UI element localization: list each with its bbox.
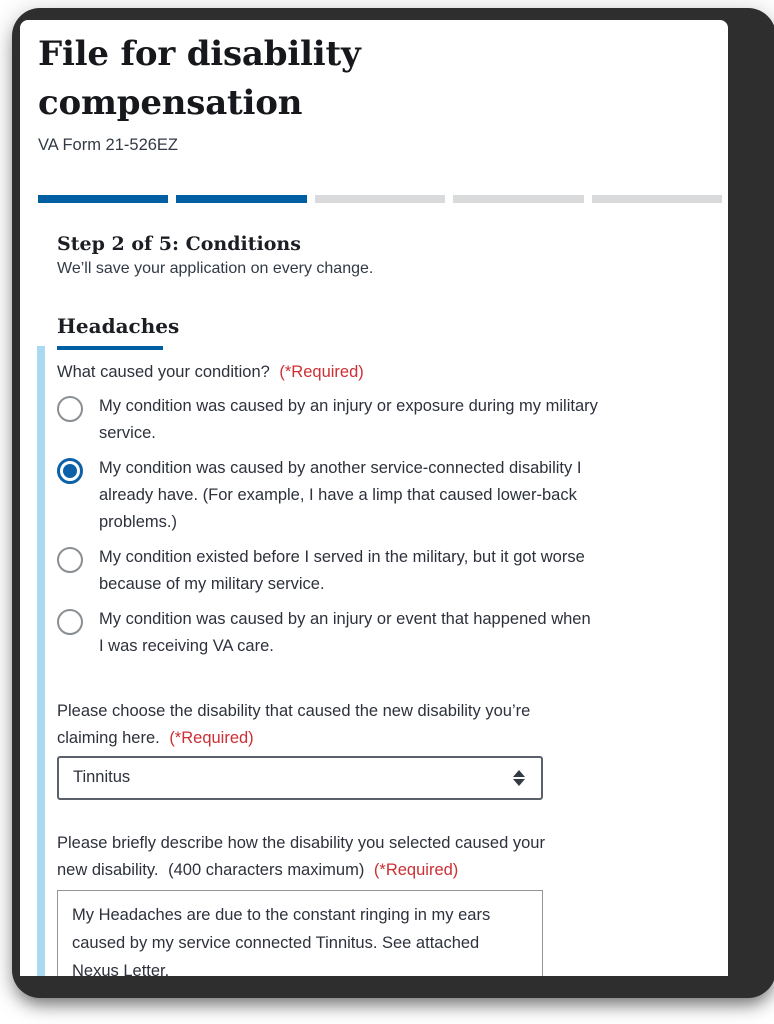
disability-select[interactable] — [57, 756, 543, 800]
disability-select-label — [57, 698, 557, 752]
radio-option-2[interactable] — [57, 455, 728, 536]
condition-group — [37, 346, 728, 976]
description-label — [57, 830, 557, 884]
description-textarea[interactable] — [57, 890, 543, 976]
heading-underline — [57, 346, 163, 350]
progress-segment-4 — [453, 195, 583, 203]
step-heading: Step 2 of 5: Conditions — [57, 232, 301, 255]
form-page — [20, 20, 728, 976]
disability-select-text: Please choose the disability that caused the new disability you’re claiming here. — [57, 701, 531, 747]
cause-question-label — [57, 359, 557, 386]
radio-label[interactable]: My condition existed before I served in the military, but it got worse because of my military service. — [99, 547, 585, 593]
cause-options — [57, 393, 728, 660]
window-frame — [12, 8, 774, 998]
progress-bar — [38, 195, 722, 203]
radio-circle[interactable] — [57, 458, 83, 484]
page-title: File for disability compensation — [38, 34, 361, 123]
select-value: Tinnitus — [73, 768, 131, 787]
cause-question-text: What caused your condition? — [57, 362, 270, 381]
autosave-note: We’ll save your application on every change. — [57, 259, 374, 277]
radio-option-1[interactable] — [57, 393, 728, 447]
description-label-text: Please briefly describe how the disability you selected caused your new disability. — [57, 833, 545, 879]
radio-circle[interactable] — [57, 396, 83, 422]
radio-option-4[interactable] — [57, 606, 728, 660]
required-badge: (*Required) — [279, 362, 364, 381]
condition-heading: Headaches — [57, 313, 180, 338]
radio-label[interactable]: My condition was caused by an injury or event that happened when I was receiving VA care. — [99, 609, 591, 655]
progress-segment-5 — [592, 195, 722, 203]
radio-circle[interactable] — [57, 547, 83, 573]
required-badge: (*Required) — [373, 860, 459, 879]
radio-option-3[interactable] — [57, 544, 728, 598]
form-id: VA Form 21-526EZ — [38, 135, 179, 154]
radio-circle[interactable] — [57, 609, 83, 635]
progress-segment-3 — [315, 195, 445, 203]
select-arrows-icon — [513, 770, 525, 786]
radio-label[interactable]: My condition was caused by another service-connected disability I already have. (For example, I have a limp that caused lower-back problems.) — [99, 458, 582, 531]
radio-label[interactable]: My condition was caused by an injury or exposure during my military service. — [99, 396, 598, 442]
progress-segment-2 — [176, 195, 306, 203]
required-badge: (*Required) — [169, 728, 254, 747]
char-limit-note: (400 characters maximum) — [168, 860, 365, 879]
progress-segment-1 — [38, 195, 168, 203]
